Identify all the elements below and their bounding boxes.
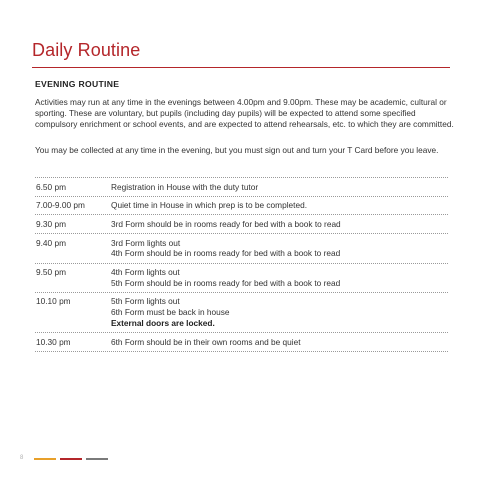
schedule-description bbox=[111, 238, 448, 259]
schedule-time: 6.50 pm bbox=[36, 181, 66, 192]
schedule-line: External doors are locked. bbox=[111, 317, 215, 328]
title-divider bbox=[32, 67, 450, 68]
schedule-line: 3rd Form lights out bbox=[111, 237, 181, 248]
schedule-description bbox=[111, 267, 448, 288]
schedule-row bbox=[35, 333, 448, 352]
schedule-table bbox=[35, 177, 448, 352]
schedule-line: 6th Form must be back in house bbox=[111, 307, 230, 318]
schedule-description bbox=[111, 200, 448, 211]
schedule-time: 9.30 pm bbox=[36, 218, 66, 229]
schedule-line: 5th Form lights out bbox=[111, 296, 180, 307]
footer-bar-orange bbox=[34, 458, 56, 460]
schedule-description bbox=[111, 182, 448, 193]
schedule-time: 9.40 pm bbox=[36, 237, 66, 248]
schedule-time: 9.50 pm bbox=[36, 267, 66, 278]
schedule-row bbox=[35, 264, 448, 293]
schedule-line: 4th Form should be in rooms ready for bed with a book to read bbox=[111, 248, 341, 259]
page-title: Daily Routine bbox=[32, 40, 141, 60]
schedule-line: 5th Form should be in rooms ready for bed with a book to read bbox=[111, 277, 341, 288]
schedule-description bbox=[111, 337, 448, 348]
page-number: 8 bbox=[20, 455, 24, 461]
footer-bar-red bbox=[60, 458, 82, 460]
schedule-description bbox=[111, 219, 448, 230]
schedule-time: 10.30 pm bbox=[36, 336, 71, 347]
schedule-row bbox=[35, 215, 448, 234]
schedule-row bbox=[35, 178, 448, 197]
schedule-description bbox=[111, 296, 448, 328]
schedule-line: 3rd Form should be in rooms ready for bed with a book to read bbox=[111, 218, 341, 229]
schedule-time: 10.10 pm bbox=[36, 296, 71, 307]
schedule-line: Quiet time in House in which prep is to be completed. bbox=[111, 200, 307, 211]
schedule-time: 7.00-9.00 pm bbox=[36, 200, 85, 211]
schedule-line: Registration in House with the duty tutor bbox=[111, 181, 259, 192]
schedule-line: 6th Form should be in their own rooms and be quiet bbox=[111, 336, 301, 347]
schedule-row bbox=[35, 234, 448, 263]
intro-paragraph: Activities may run at any time in the evenings between 4.00pm and 9.00pm. These may be academic, cultural or sporting. These are voluntary, but pupils (including day pupils) will be expected to attend some specified compulsory enrichment or school events, and are expected to attend rehearsals, etc. to which they are committed. bbox=[35, 97, 454, 129]
footer-bar-grey bbox=[86, 458, 108, 460]
schedule-line: 4th Form lights out bbox=[111, 267, 180, 278]
collection-paragraph: You may be collected at any time in the evening, but you must sign out and turn your T Card before you leave. bbox=[35, 145, 439, 155]
schedule-row bbox=[35, 293, 448, 333]
section-heading: EVENING ROUTINE bbox=[35, 79, 120, 89]
schedule-row bbox=[35, 197, 448, 216]
